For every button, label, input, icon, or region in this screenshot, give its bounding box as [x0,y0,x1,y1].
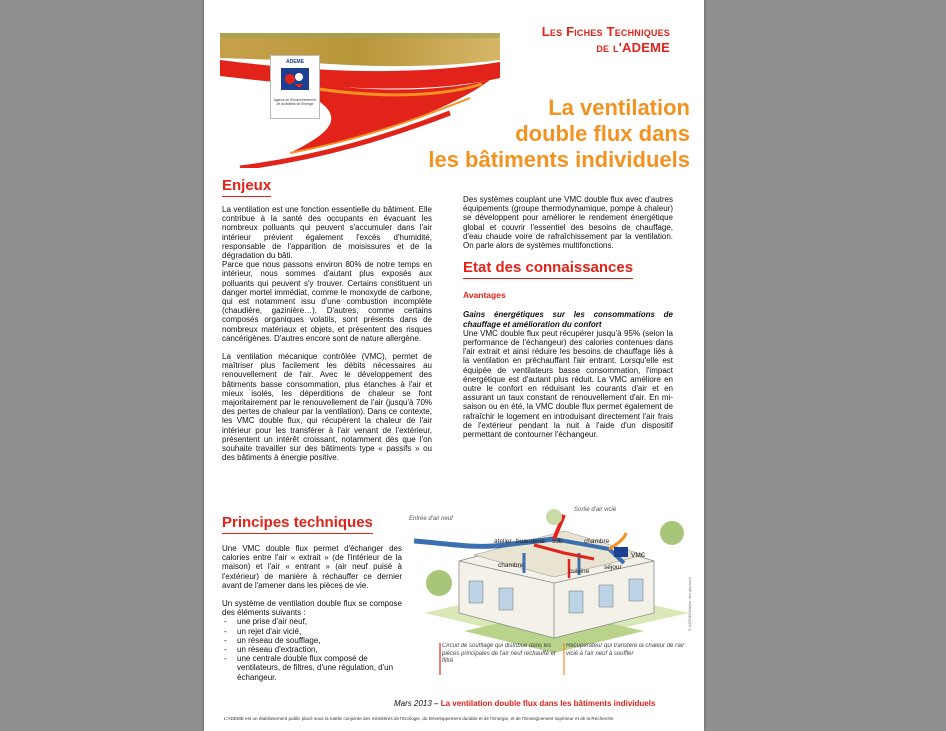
title-line3: les bâtiments individuels [428,147,690,172]
room-label: sdb [552,538,563,545]
ademe-logo [270,55,320,119]
title-line2: double flux dans [515,121,690,146]
caption-recuperateur: Récupérateur qui transfère la chaleur de l'air vicié à l'air neuf à souffler [566,643,685,657]
footer-date-text: Mars 2013 – [394,699,441,708]
logo-subtitle: Agence de l'Environnement et de la Maîtrise de l'Energie [273,98,317,106]
section-enjeux [222,177,432,462]
room-label: chambre [584,538,610,545]
enjeux-paragraph-2: Parce que nous passons environ 80% de notre temps en intérieur, nous sommes d'autant plus exposés aux polluants qui peuvent s'y trouver. Certains constituent un danger mortel immédiat, comme le monoxyde de carbone, qui est notamment issu d'une combustion incomplète (chaudière, gazinière…). D'autres, comme certains composés organiques volatils, sont présents dans de nombreux matériaux et objets, et présentent des risques cancérigènes. D'autres encore sont de nature allergène. [222,260,432,343]
label-sortie-air: Sortie d'air vicié [574,507,617,513]
series-title-line2: de l'ADEME [596,40,670,55]
label-entree-air: Entrée d'air neuf [409,516,453,522]
list-item: - un rejet d'air vicié, [222,627,402,636]
list-item: - une centrale double flux composé de ventilateurs, de filtres, d'une régulation, d'un échangeur. [222,654,402,682]
section-principes [222,514,402,682]
house-ventilation-illustration [404,503,694,691]
list-item: - un réseau d'extraction, [222,645,402,654]
heading-avantages: Avantages [463,290,506,301]
gains-title: Gains énergétiques sur les consommations de chauffage et amélioration du confort [463,310,673,329]
components-list [222,617,402,681]
section-right-column [463,195,673,439]
enjeux-paragraph-1: La ventilation est une fonction essentielle du bâtiment. Elle contribue à la santé des occupants en évacuant les nombreux polluants qui peuvent s'accumuler dans l'air intérieur prévient également l'excès d'humidité, responsable de l'apparition de moisissures et de la dégradation du bâti. [222,205,432,261]
room-label: séjour [604,564,622,571]
title-line1: La ventilation [548,95,690,120]
footer-title: La ventilation double flux dans les bâtiments individuels [440,699,656,708]
document-title [370,95,690,173]
logo-mark-icon [281,68,309,90]
caption-soufflage: Circuit de soufflage qui distribue dans les pièces principales de l'air neuf réchauffé et filtré [442,643,556,664]
room-label: cuisine [569,568,590,575]
illustration-credit: © ADEME/Atelier des glycines [687,577,692,631]
enjeux-paragraph-3: La ventilation mécanique contrôlée (VMC), permet de maîtriser plus facilement les débits nécessaires au renouvellement de l'air. Avec le développement des bâtiments basse consommation, plus étanches à l'air et mieux isolés, les déperditions de chaleur se font majoritairement par le renouvellement de l'air (jusqu'à 70% des pertes de chaleur par la ventilation). Dans ce contexte, les VMC double flux, qui récupèrent la chaleur de l'air intérieur pour les transférer à l'air venant de l'extérieur, présentent un intérêt croissant, notamment dès que l'on souhaite travailler sur des bâtiments type « passifs » ou des bâtiments à énergie positive. [222,352,432,463]
series-title [430,24,670,56]
gains-paragraph: Une VMC double flux peut récupérer jusqu'à 95% (selon la performance de l'échangeur) des calories contenues dans l'air extrait et ainsi réduire les besoins de chauffage liés à la ventilation en préchauffant l'air entrant. Lorsqu'elle est équipée de ventilateurs basse consommation, l'impact énergétique est d'autant plus réduit. La VMC améliore en outre le confort en réduisant les courants d'air et en assurant un taux constant de renouvellement d'air. En mi-saison ou en été, la VMC double flux permet également de rafraîchir le logement en introduisant directement l'air frais de l'extérieur pendant la nuit à l'aide d'un dispositif permettant de contourner l'échangeur. [463,328,673,440]
room-label: atelier [494,538,512,545]
document-page [204,0,704,731]
footer-note: L'ADEME est un établissement public placé sous la tutelle conjointe des ministères de l'Ecologie, du Développement durable et de l'Energie, et de l'Enseignement supérieur et de la Recherche [224,716,614,721]
heading-principes: Principes techniques [222,514,373,534]
logo-word: ADEME [285,59,305,65]
list-item: - un réseau de soufflage, [222,636,402,645]
heading-etat-connaissances: Etat des connaissances [463,259,633,279]
multifunction-paragraph: Des systèmes couplant une VMC double flux avec d'autres équipements (groupe thermodynamique, pompe à chaleur) se développent pour améliorer le rendement énergétique global et couvrir l'essentiel des besoins de chauffage, d'eau chaude voire de rafraîchissement par la ventilation. On parle alors de systèmes multifonctions. [463,195,673,251]
footer-date [394,699,655,708]
label-vmc: VMC [631,552,646,559]
series-title-line1: Les Fiches Techniques [541,24,670,39]
principes-paragraph-1: Une VMC double flux permet d'échanger des calories entre l'air « extrait » (de l'intérieur de la maison) et l'air « entrant » (air neuf puisé à l'extérieur) de manière à réchauffer ce dernier avant de l'amener dans les pièces de vie. [222,544,402,590]
room-label: chambre [498,562,524,569]
room-label: buanderie [516,538,545,545]
principes-paragraph-2: Un système de ventilation double flux se compose des éléments suivants : [222,599,402,618]
heading-enjeux: Enjeux [222,177,271,197]
list-item: - une prise d'air neuf, [222,617,402,626]
